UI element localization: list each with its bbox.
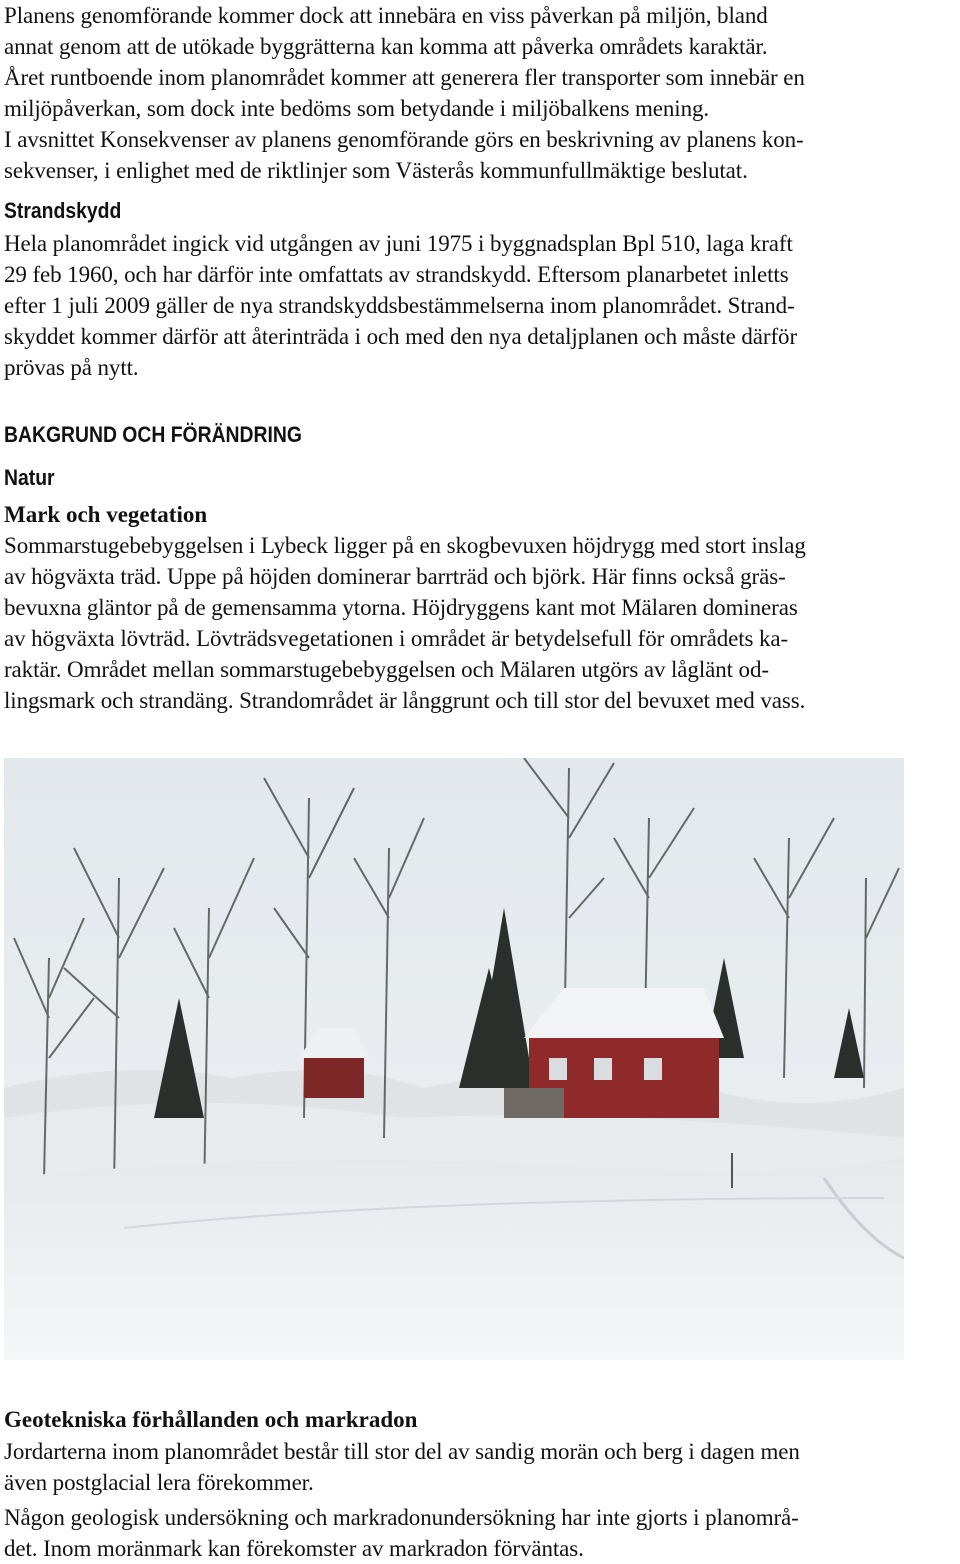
vegetation-paragraph [4,530,956,716]
text-line: lingsmark och strandäng. Strandområdet är långgrunt och till stor del bevuxet med vass. [4,688,806,713]
text-line: även postglacial lera förekommer. [4,1470,314,1495]
text-line: av högväxta lövträd. Lövträdsvegetationen i området är betydelsefull för områdets ka- [4,626,789,651]
text-line: det. Inom moränmark kan förekomster av markradon förväntas. [4,1536,584,1561]
section-heading: BAKGRUND OCH FÖRÄNDRING [4,422,302,447]
text-line: Någon geologisk undersökning och markradonundersökning har inte gjorts i planområ- [4,1505,799,1530]
strandskydd-heading-wrap [4,196,956,226]
text-line: I avsnittet Konsekvenser av planens genomförande görs en beskrivning av planens kon- [4,127,804,152]
text-line: skyddet kommer därför att återinträda i och med den nya detaljplanen och måste därför [4,324,797,349]
winter-landscape-photo [4,758,904,1360]
text-line: miljöpåverkan, som dock inte bedöms som betydande i miljöbalkens mening. [4,96,710,121]
geoteknik-paragraph-2 [4,1502,956,1564]
geoteknik-paragraph-1 [4,1436,956,1498]
mark-heading-wrap [4,500,956,530]
text-line: raktär. Området mellan sommarstugebebyggelsen och Mälaren utgörs av låglänt od- [4,657,769,682]
natur-heading-wrap [4,463,956,493]
text-line: av högväxta träd. Uppe på höjden dominerar barrträd och björk. Här finns också gräs- [4,564,786,589]
bakgrund-heading-wrap [4,420,956,450]
text-line: Planens genomförande kommer dock att innebära en viss påverkan på miljön, bland [4,3,768,28]
mark-och-vegetation-title: Mark och vegetation [4,502,208,527]
text-line: prövas på nytt. [4,355,139,380]
text-line: Jordarterna inom planområdet består till stor del av sandig morän och berg i dagen men [4,1439,800,1464]
geoteknik-heading-wrap [4,1405,956,1435]
text-line: Sommarstugebebyggelsen i Lybeck ligger på en skogbevuxen höjdrygg med stort inslag [4,533,806,558]
natur-subheading: Natur [4,465,55,490]
intro-paragraph [4,0,956,186]
text-line: Hela planområdet ingick vid utgången av juni 1975 i byggnadsplan Bpl 510, laga kraft [4,231,793,256]
text-line: efter 1 juli 2009 gäller de nya strandskyddsbestämmelserna inom planområdet. Strand- [4,293,795,318]
text-line: bevuxna gläntor på de gemensamma ytorna. Höjdryggens kant mot Mälaren domineras [4,595,798,620]
strandskydd-paragraph [4,228,956,383]
geoteknik-title: Geotekniska förhållanden och markradon [4,1407,418,1432]
text-line: sekvenser, i enlighet med de riktlinjer som Västerås kommunfullmäktige beslutat. [4,158,748,183]
text-line: Året runtboende inom planområdet kommer att generera fler transporter som innebär en [4,65,805,90]
text-line: annat genom att de utökade byggrätterna kan komma att påverka områdets karaktär. [4,34,768,59]
strandskydd-heading: Strandskydd [4,198,122,223]
text-line: 29 feb 1960, och har därför inte omfattats av strandskydd. Eftersom planarbetet inletts [4,262,789,287]
